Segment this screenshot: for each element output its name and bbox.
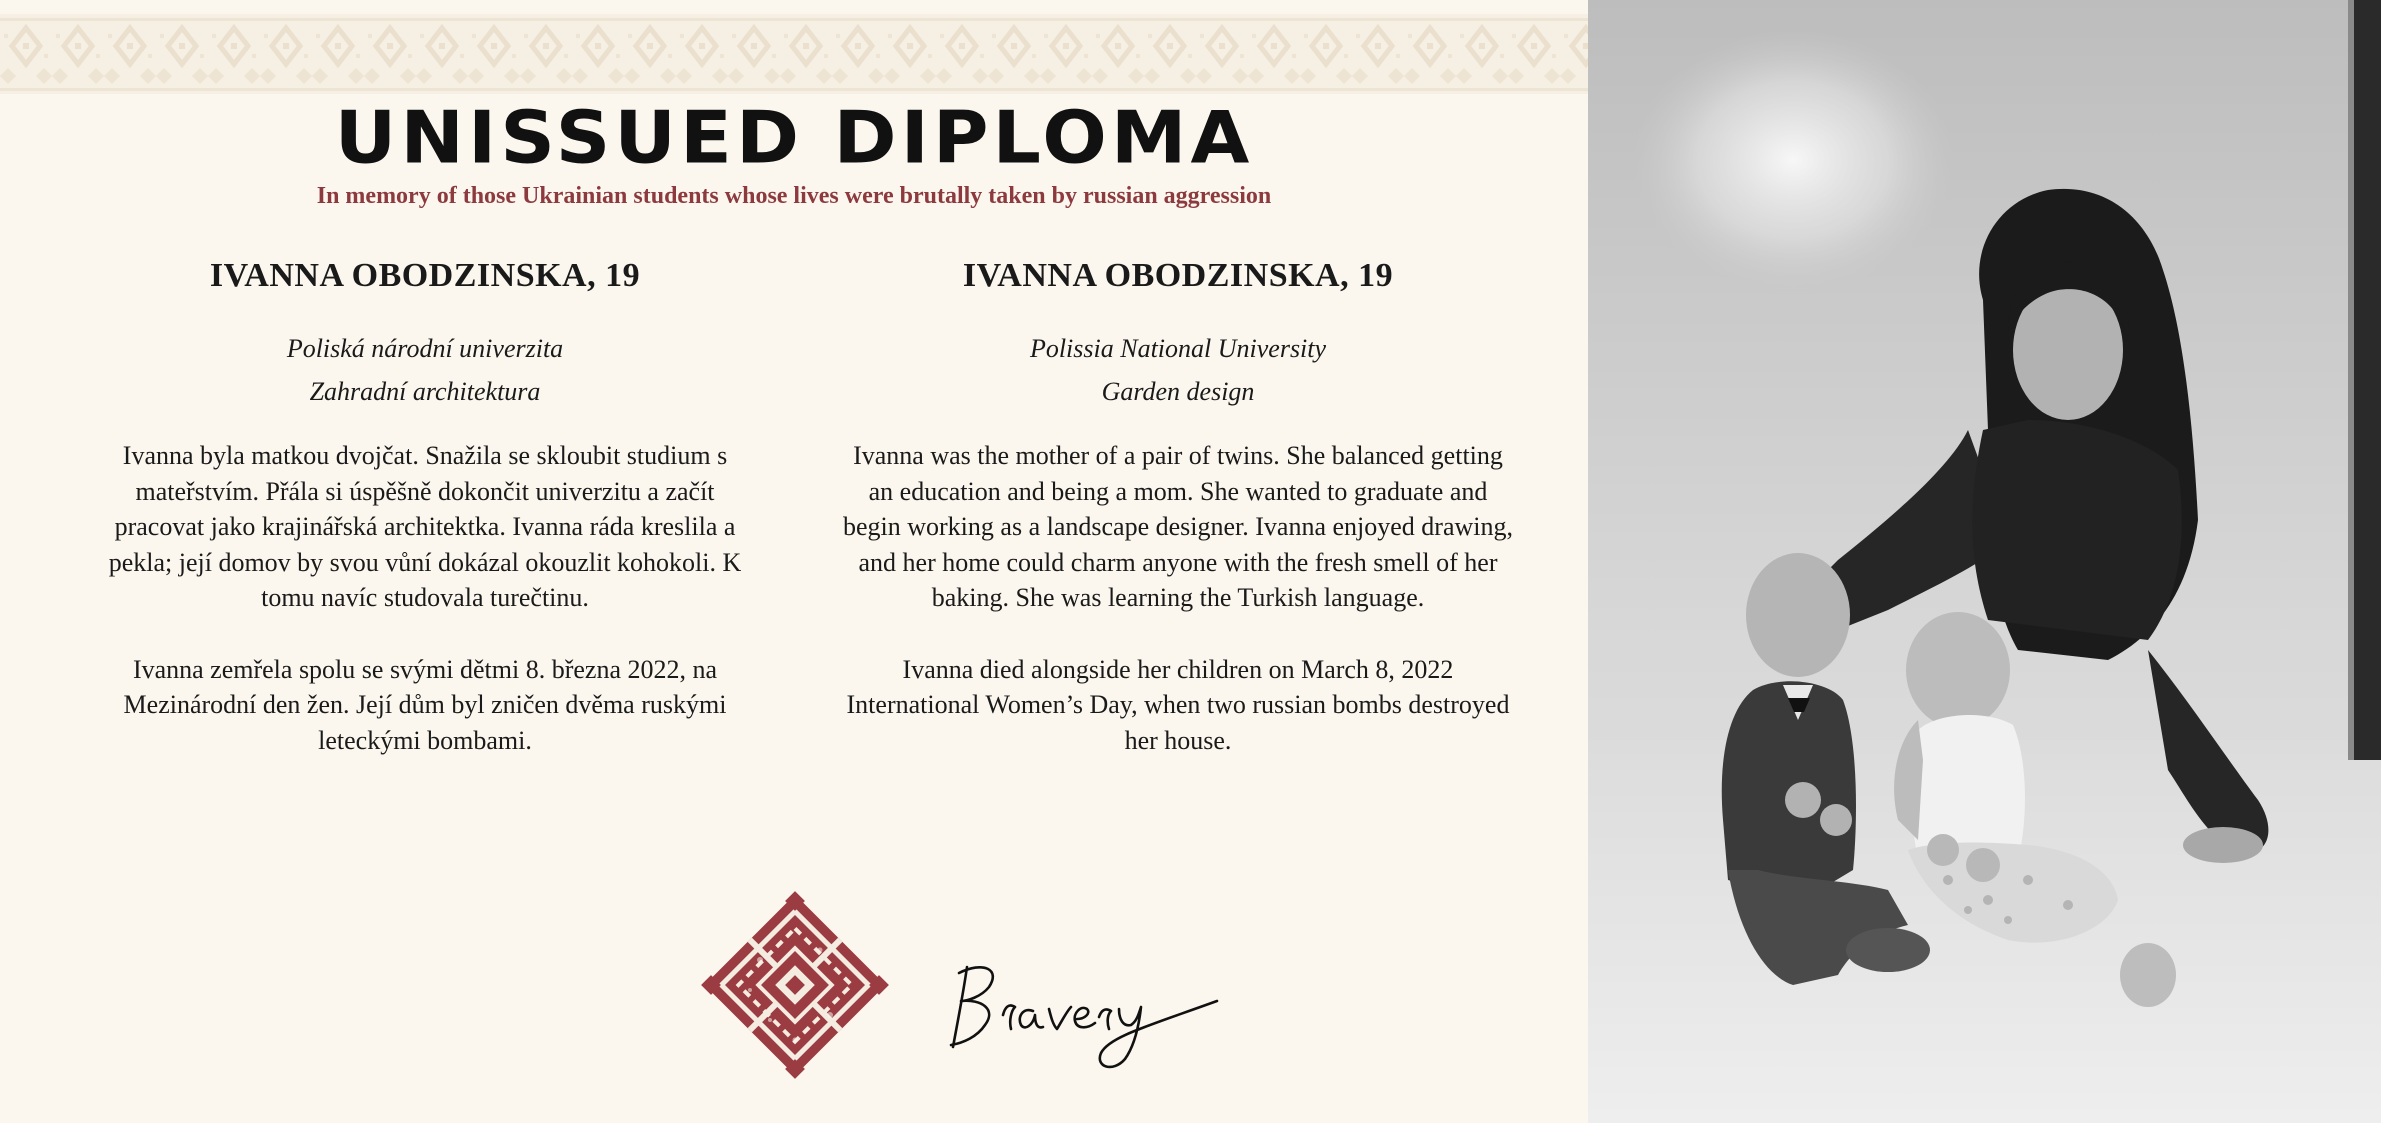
biography-paragraph-english-1: Ivanna was the mother of a pair of twins. She balanced getting an education and being a mom. She wanted to graduate and begin working as a landscape designer. Ivanna enjoyed drawing, and her home could charm anyone with the fresh smell of her baking. She was learning the Turkish language. [842,441,1513,612]
portrait-photo [1588,0,2381,1123]
memorial-subtitle: In memory of those Ukrainian students whose lives were brutally taken by russian aggression [316,183,1272,209]
university-czech: Poliská národní univerzita [286,334,564,363]
embroidery-emblem-icon [700,890,890,1080]
university-english: Polissia National University [1029,334,1327,363]
biography-paragraph-czech-1: Ivanna byla matkou dvojčat. Snažila se skloubit studium s mateřstvím. Přála si úspěšně dokončit univerzitu a začít pracovat jako krajinářská architektka. Ivanna ráda kreslila a pekla; její domov by svou vůní dokázal okouzlit kohokoli. K tomu navíc studovala turečtinu. [108,441,742,612]
embroidery-pattern-band [0,14,1588,94]
field-of-study-czech: Zahradní architektura [309,377,541,406]
bravery-signature [945,955,1225,1075]
field-of-study-english: Garden design [1101,377,1255,406]
student-name-czech: IVANNA OBODZINSKA, 19 [209,257,641,294]
czech-column [85,250,765,758]
diploma-title: UNISSUED DIPLOMA [334,95,1254,180]
student-name-english: IVANNA OBODZINSKA, 19 [962,257,1394,294]
english-column [838,250,1518,758]
biography-paragraph-english-2: Ivanna died alongside her children on March 8, 2022 International Women’s Day, when two russian bombs destroyed her house. [846,654,1510,755]
biography-paragraph-czech-2: Ivanna zemřela spolu se svými dětmi 8. března 2022, na Mezinárodní den žen. Její dům byl zničen dvěma ruskými leteckými bombami. [123,654,727,755]
